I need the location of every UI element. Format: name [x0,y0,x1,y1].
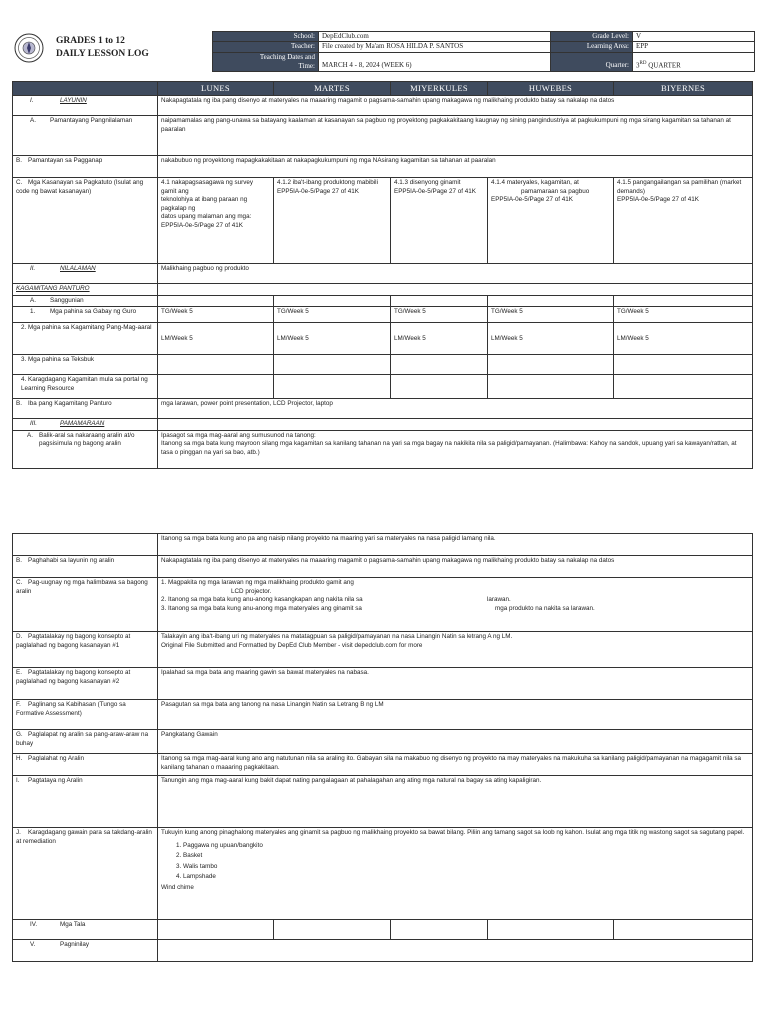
pagtatalakay-2-label [13,668,158,700]
pagtataya-label [13,776,158,828]
p2-h-num: H. [16,755,23,762]
pamamaraan-label [13,419,158,431]
p2-i-num: I. [16,777,20,784]
pagninilay-label [13,940,158,962]
quarter-number: 3 [636,61,640,70]
p2-c-label: Pag-uugnay ng mga halimbawa sa bagong aralin [16,579,148,595]
layunin-label [13,96,158,116]
nilalaman-label [13,264,158,284]
kasanayan-huwebes-line-1: 4.1.4 materyales, kagamitan, at [491,179,579,187]
pag-uugnay-item-1: 1. Magpakita ng mga larawan ng mga malikhaing produkto gamit ang [161,579,354,586]
p2-h-label: Paglalahat ng Aralin [28,755,85,762]
pamamaraan-title: PAMAMARAAN [60,420,105,428]
karagdagang-gawain-instructions: Tukuyin kung anong pinaghalong materyales ang ginamit sa pagbuo ng malikhaing proyekto sa bawat bilang. Piliin ang tamang sagot sa loob ng kahon. Isulat ang mga titik ng wastong sagot sa sagutang papel. [161,829,745,836]
kasanayan-miyerkules-code: EPP5IA-0e-5/Page 27 of 41K [394,187,476,195]
p2-e-label: Pagtatalakay ng bagong konsepto at paglalahad ng bagong kasanayan #2 [16,669,131,685]
tg-martes: TG/Week 5 [274,307,391,323]
balik-title: Balik-aral sa nakaraang aralin at/o pagsisimula ng bagong aralin [39,431,135,448]
kasanayan-miyerkules-line-1: 4.1.3 disenyong ginamit [394,179,461,187]
continuation-label-blank [13,534,158,556]
tala-miyerkules [391,920,488,940]
grade-value: V [633,32,755,42]
layunin-text: Nakapagtatala ng iba pang disenyo at materyales na maaaring magamit o pagsama-samahin upang makagawa ng malikhaing produkto batay sa nakalap na datos [158,96,753,116]
kasanayan-lunes [158,178,274,264]
paglalahat-label [13,754,158,776]
kasanayan-lunes-line-1: 4.1 nakapagsasagawa ng survey gamit ang [161,179,254,195]
kasanayan-biyernes-code: EPP5IA-0e-5/Page 27 of 41K [617,196,699,204]
karagdagang-gawain-last: Wind chime [161,883,194,891]
sanggunian-label [13,295,158,307]
pagtatalakay-2-text: Ipalahad sa mga bata ang maaring gawin sa bawat materyales na nabasa. [158,668,753,700]
quarter-value [633,52,755,71]
teksbuk-martes [274,355,391,375]
kagamitang-panturo-label: KAGAMITANG PANTURO [13,284,158,296]
list-item: 1. Paggawa ng upuan/bangkito [183,842,749,851]
day-header-biyernes: BIYERNES [614,82,753,96]
lesson-log-table-page-1 [12,81,753,469]
pamantayang-pangnilalaman-text: naipamamalas ang pang-unawa sa batayang kaalaman at kasanayan sa pagbuo ng proyektong pagkakakitaang kaugnay ng sining pangindustriya at pagkukumpuni ng mga sirang kagamitan sa tahanan at paaralan [158,116,753,156]
pag-uugnay-text [158,578,753,632]
kasanayan-biyernes [614,178,753,264]
teacher-value: File created by Ma'am ROSA HILDA P. SANTOS [319,42,551,52]
continuation-text: Itanong sa mga bata kung ano pa ang naisip nilang proyekto na maaring yari sa materyales na nasa paligid lamang nila. [158,534,753,556]
p2-f-num: F. [16,701,21,708]
pag-uugnay-item-3 [161,605,749,614]
iba-num: B. [16,400,22,408]
lr-huwebes [488,375,614,399]
p2-e-num: E. [16,669,22,676]
list-item: 4. Lampshade [183,873,749,882]
grade-label: Grade Level: [551,32,633,42]
kasanayan-biyernes-line-1: 4.1.5 pangangailangan sa pamilihan (market demands) [617,179,742,195]
lm-huwebes: LM/Week 5 [488,323,614,355]
sanggunian-martes [274,295,391,307]
day-header-miyerkules: MIYERKULES [391,82,488,96]
p2-f-label: Paglinang sa Kabihasan (Tungo sa Formative Assessment) [16,701,126,717]
page-title [56,35,206,61]
pamantayan-sa-pagganap-text: nakabubuo ng proyektong mapagkakakitaan at nakapagkukumpuni ng mga NAsirang kagamitan sa tahanan at paaralan [158,156,753,178]
lesson-log-table-page-2 [12,533,753,962]
p2-g-label: Paglalapat ng aralin sa pang-araw-araw na buhay [16,731,149,747]
p2-d-num: D. [16,633,23,640]
teksbuk-label: 3. Mga pahina sa Teksbuk [13,355,158,375]
p2-j-num: J. [16,829,21,836]
teksbuk-lunes [158,355,274,375]
pag-uugnay-item-2 [161,596,749,605]
pagtatalakay-1-line-1: Talakayin ang iba't-ibang uri ng materyales na matatagpuan sa paligid/pamayanan na nasa Linangin Natin sa letrang A ng LM. [161,633,513,640]
v-num: V. [30,941,36,948]
kasanayan-huwebes [488,178,614,264]
gabay-num: 1. [30,308,36,316]
nilalaman-num: II. [30,265,36,273]
day-header-lunes: LUNES [158,82,274,96]
balik-aral-text [158,430,753,468]
lr-biyernes [614,375,753,399]
iv-num: IV. [30,921,38,928]
teksbuk-miyerkules [391,355,488,375]
tala-huwebes [488,920,614,940]
lr-miyerkules [391,375,488,399]
gabay-label [13,307,158,323]
sanggunian-title: Sanggunian [50,296,84,304]
paghahabi-label [13,556,158,578]
lm-miyerkules: LM/Week 5 [391,323,488,355]
header-info-table [212,31,755,72]
pag-uugnay-item-3b: mga produkto na nakita sa larawan. [495,604,595,612]
day-header-huwebes: HUWEBES [488,82,614,96]
day-header-blank [13,82,158,96]
nilalaman-title: NILALAMAN [60,265,96,273]
p2-i-label: Pagtataya ng Aralin [28,777,83,784]
kasanayan-lunes-line-3: datos upang malaman ang mga: [161,213,252,221]
pag-uugnay-item-2b: larawan. [487,596,511,603]
b-label: Pamantayan sa Pagganap [28,157,103,165]
kasanayan-lunes-code: EPP5IA-0e-5/Page 27 of 41K [161,221,243,229]
day-header-martes: MARTES [274,82,391,96]
pamamaraan-num: III. [30,420,37,428]
kasanayan-miyerkules [391,178,488,264]
sanggunian-miyerkules [391,295,488,307]
teksbuk-huwebes [488,355,614,375]
lm-lunes: LM/Week 5 [158,323,274,355]
quarter-word: QUARTER [646,61,681,70]
pagtatalakay-1-label [13,632,158,668]
layunin-title: LAYUNIN [60,97,87,105]
pag-uugnay-item-2a: 2. Itanong sa mga bata kung anu-anong kasangkapan ang nakita nila sa [161,596,363,603]
pamantayang-pangnilalaman-label [13,116,158,156]
sanggunian-lunes [158,295,274,307]
tg-miyerkules: TG/Week 5 [391,307,488,323]
balik-num: A. [27,431,33,439]
kasanayan-martes [274,178,391,264]
tg-biyernes: TG/Week 5 [614,307,753,323]
karagdagang-gawain-list [161,842,749,882]
a-num: A. [30,117,36,125]
pag-uugnay-label [13,578,158,632]
kasanayan-label [13,178,158,264]
iv-title: Mga Tala [60,921,86,928]
area-value: EPP [633,42,755,52]
sanggunian-biyernes [614,295,753,307]
dates-value: MARCH 4 - 8, 2024 (WEEK 6) [319,52,551,71]
sanggunian-num: A. [30,296,36,304]
kasanayan-huwebes-line-2: pamamaraan sa pagbuo [521,187,590,195]
quarter-label: Quarter: [551,52,633,71]
title-line-2: DAILY LESSON LOG [56,49,149,59]
pagtatalakay-1-line-2: Original File Submitted and Formatted by DepEd Club Member - visit depedclub.com for more [161,641,423,649]
tala-biyernes [614,920,753,940]
kasanayan-lunes-line-2: teknolohiya at ibang paraan ng pagkalap ng [161,196,248,212]
list-item: 2. Basket [183,852,749,861]
a-label: Pamantayang Pangnilalaman [50,117,133,125]
lm-martes: LM/Week 5 [274,323,391,355]
paglinang-text: Pasagutan sa mga bata ang tanong na nasa Linangin Natin sa Letrang B ng LM [158,700,753,730]
p2-b-num: B. [16,557,22,564]
dates-label-line-1: Teaching Dates and [259,52,315,61]
balik-aral-line-1: Ipasagot sa mga mag-aaral ang sumusunod na tanong: [161,431,316,439]
nilalaman-text: Malikhaing pagbuo ng produkto [158,264,753,284]
list-item: 3. Walis tambo [183,863,749,872]
mga-tala-label [13,920,158,940]
tala-martes [274,920,391,940]
pamamaraan-blank [158,419,753,431]
p2-d-label: Pagtatalakay ng bagong konsepto at paglalahad ng bagong kasanayan #1 [16,633,131,649]
c-num: C. [16,179,23,187]
paglalapat-label [13,730,158,754]
lr-martes [274,375,391,399]
paglinang-label [13,700,158,730]
p2-g-num: G. [16,731,23,738]
pagninilay-blank [158,940,753,962]
pag-uugnay-item-3a: 3. Itanong sa mga bata kung anu-anong mga materyales ang ginamit sa [161,604,362,612]
dates-label [213,52,319,71]
iba-text: mga larawan, power point presentation, LCD Projector, laptop [158,399,753,419]
quarter-suffix: RD [639,61,647,67]
balik-aral-line-2: Itanong sa mga bata kung mayroon silang mga kagamitan sa kanilang tahanan na yari sa mga bagay na nakikita nila sa paligid/pamayanan. (Halimbawa: Kahoy na sandok, upuang yari sa kawayan/rattan, at tasa o pinggan na yari sa bao, atb.) [161,440,737,456]
tg-lunes: TG/Week 5 [158,307,274,323]
kasanayan-martes-code: EPP5IA-0e-5/Page 27 of 41K [277,187,359,195]
iba-title: Iba pang Kagamitang Panturo [28,400,112,408]
gabay-title: Mga pahina sa Gabay ng Guro [50,308,137,316]
kasanayan-martes-line-1: 4.1.2 iba't-ibang produktong mabibili [277,179,378,187]
pamantayan-sa-pagganap-label [13,156,158,178]
p2-c-num: C. [16,579,23,586]
lm-biyernes: LM/Week 5 [614,323,753,355]
pag-uugnay-item-1b: LCD projector. [231,587,272,595]
b-num: B. [16,157,22,165]
karagdagang-gawain-label [13,828,158,920]
lr-lunes [158,375,274,399]
lm-label: 2. Mga pahina sa Kagamitang Pang-Mag-aaral [13,323,158,355]
pagtataya-text: Tanungin ang mga mag-aaral kung bakit dapat nating pangalagaan at pahalagahan ang ating mga natural na bagay sa ating kapaligiran. [158,776,753,828]
p2-j-label: Karagdagang gawain para sa takdang-aralin at remediation [16,829,152,845]
karagdagang-gawain-text [158,828,753,920]
pagtatalakay-1-text [158,632,753,668]
school-value: DepEdClub.com [319,32,551,42]
layunin-num: I. [30,97,34,105]
teacher-label: Teacher: [213,42,319,52]
tg-huwebes: TG/Week 5 [488,307,614,323]
tala-lunes [158,920,274,940]
iba-label [13,399,158,419]
dates-label-line-2: Time: [298,61,315,70]
v-title: Pagninilay [60,941,90,948]
paglalapat-text: Pangkatang Gawain [158,730,753,754]
kagamitang-panturo-blank [158,284,753,296]
school-label: School: [213,32,319,42]
deped-seal-icon [14,33,44,63]
title-line-1: GRADES 1 to 12 [56,36,125,46]
p2-b-label: Paghahabi sa layunin ng aralin [28,557,115,564]
learning-resource-label: 4. Karagdagang Kagamitan mula sa portal ng Learning Resource [13,375,158,399]
balik-aral-label [13,430,158,468]
sanggunian-huwebes [488,295,614,307]
paghahabi-text: Nakapagtatala ng iba pang disenyo at materyales na maaaring magamit o pagsama-samahin upang makagawa ng malikhaing produkto batay sa nakalap na datos [158,556,753,578]
c-label: Mga Kasanayan sa Pagkatuto (Isulat ang code ng bawat kasanayan) [16,179,144,195]
paglalahat-text: Itanong sa mga mag-aaral kung ano ang natutunan nila sa araling ito. Gabayan sila na makabuo ng disenyo ng proyekto na may materyales na makukuha sa kanilang paligid/pamayanan na magagamit nila sa kanilang tahanan o maaaring pagkakitaan. [158,754,753,776]
area-label: Learning Area: [551,42,633,52]
teksbuk-biyernes [614,355,753,375]
kasanayan-huwebes-code: EPP5IA-0e-5/Page 27 of 41K [491,196,573,204]
